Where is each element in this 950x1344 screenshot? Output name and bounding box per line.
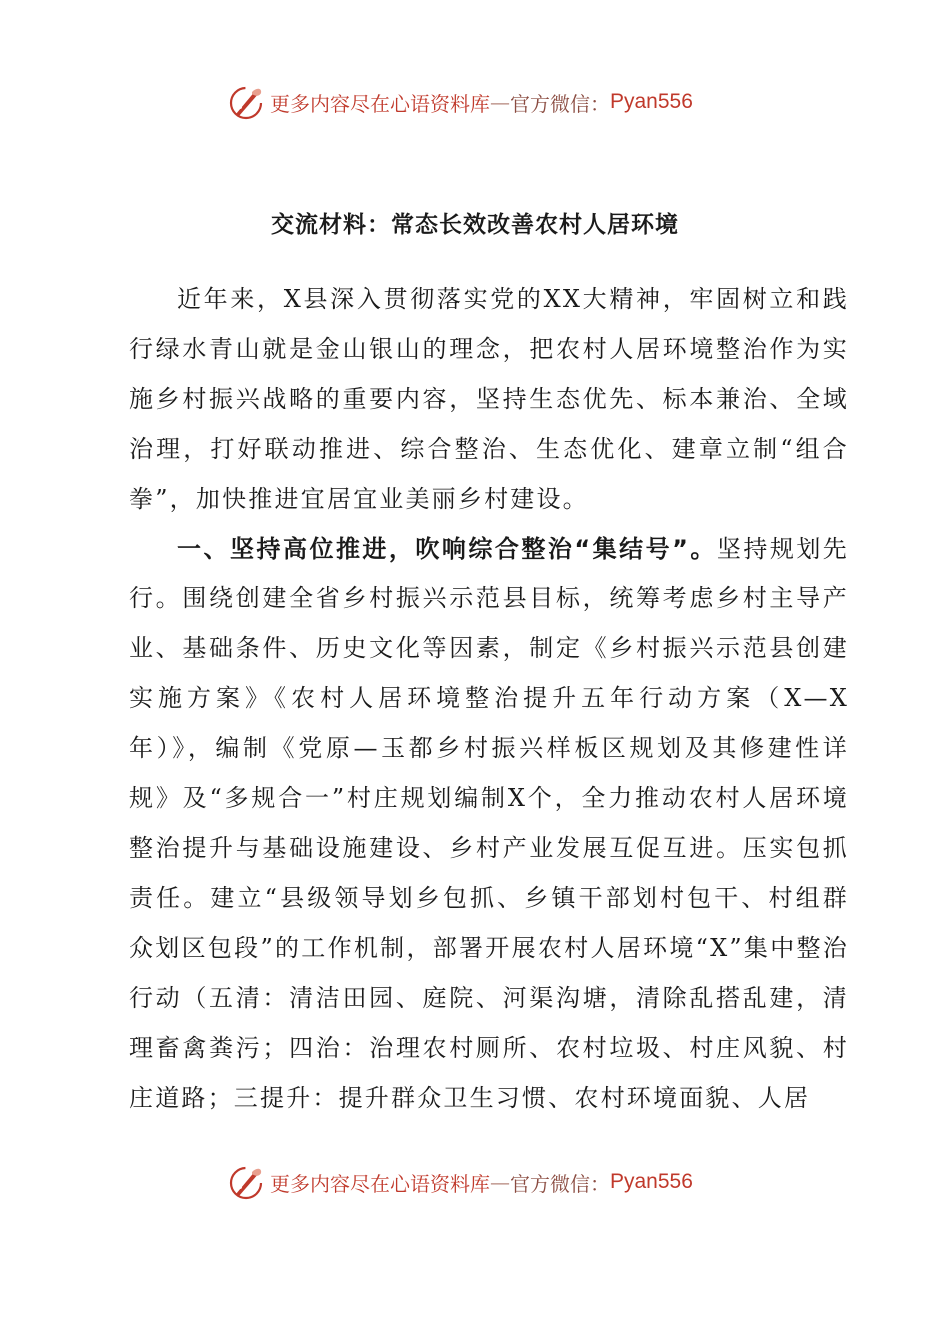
banner-wechat-id: Pyan556 xyxy=(610,1170,693,1193)
intro-paragraph: 近年来，X县深入贯彻落实党的XX大精神，牢固树立和践行绿水青山就是金山银山的理念，把农村人居环境整治作为实施乡村振兴战略的重要内容，坚持生态优先、标本兼治、全域治理，打好联动推进、综合整治、生态优化、建章立制“组合拳”，加快推进宜居宜业美丽乡村建设。 xyxy=(129,285,849,513)
banner-dash: — xyxy=(490,90,510,114)
banner-text: 更多内容尽在心语资料库 xyxy=(270,91,490,116)
quill-logo-icon xyxy=(226,1162,266,1202)
footer-banner xyxy=(226,1160,693,1204)
section1-heading: 一、坚持高位推进，吹响综合整治“集结号”。 xyxy=(177,534,717,563)
banner-wechat-label: 官方微信： xyxy=(510,91,610,116)
banner-text: 更多内容尽在心语资料库 xyxy=(270,1171,490,1196)
section1-body: 坚持规划先行。围绕创建全省乡村振兴示范县目标，统筹考虑乡村主导产业、基础条件、历史文化等因素，制定《乡村振兴示范县创建实施方案》《农村人居环境整治提升五年行动方案（X—X年）》，编制《党原—玉都乡村振兴样板区规划及其修建性详规》及“多规合一”村庄规划编制X个，全力推动农村人居环境整治提升与基础设施建设、乡村产业发展互促互进。压实包抓责任。建立“县级领导划乡包抓、乡镇干部划村包干、村组群众划区包段”的工作机制，部署开展农村人居环境“X”集中整治行动（五清：清洁田园、庭院、河渠沟塘，清除乱搭乱建，清理畜禽粪污；四治：治理农村厕所、农村垃圾、村庄风貌、村庄道路；三提升：提升群众卫生习惯、农村环境面貌、人居 xyxy=(129,534,850,1112)
section1-paragraph xyxy=(129,525,849,1124)
banner-wechat-label: 官方微信： xyxy=(510,1171,610,1196)
banner-dash: — xyxy=(490,1170,510,1194)
banner-wechat-id: Pyan556 xyxy=(610,90,693,113)
document-title: 交流材料：常态长效改善农村人居环境 xyxy=(271,212,679,238)
document-body xyxy=(129,275,849,1123)
quill-logo-icon xyxy=(226,82,266,122)
header-banner xyxy=(226,80,693,124)
